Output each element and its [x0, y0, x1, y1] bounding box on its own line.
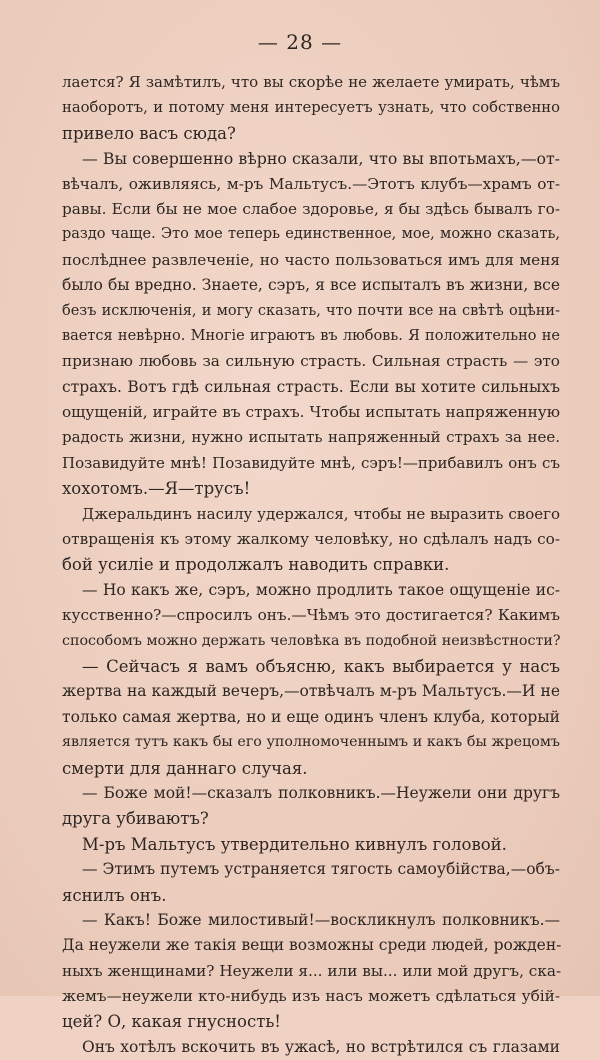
text-line: бой усиліе и продолжалъ наводить справки.	[62, 555, 450, 575]
text-line: Позавидуйте мнѣ! Позавидуйте мнѣ, сэръ!—прибавилъ онъ съ	[62, 453, 560, 472]
text-line: — Но какъ же, сэръ, можно продлить такое ощущеніе ис-	[82, 580, 560, 599]
text-line: — Этимъ путемъ устраняется тягость самоубійства,—объ-	[82, 860, 560, 879]
text-line: наоборотъ, и потому меня интересуетъ узнать, что собственно	[62, 99, 560, 117]
text-line: привело васъ сюда?	[62, 123, 236, 143]
text-line: — Сейчасъ я вамъ объясню, какъ выбирается у насъ	[82, 656, 560, 676]
text-line: способомъ можно держать человѣка въ подобной неизвѣстности?	[62, 632, 561, 649]
text-line: безъ исключенія, и могу сказать, что почти все на свѣтѣ оцѣни-	[62, 302, 560, 319]
text-line: послѣднее развлеченіе, но часто пользоваться имъ для меня	[62, 250, 560, 269]
text-line: жемъ—неужели кто-нибудь изъ насъ можетъ сдѣлаться убій-	[62, 987, 560, 1006]
page-number: — 28 —	[257, 30, 343, 54]
text-line: Онъ хотѣлъ вскочить въ ужасѣ, но встрѣтился съ глазами	[82, 1037, 560, 1056]
text-line: смерти для даннаго случая.	[62, 758, 308, 778]
text-line: лается? Я замѣтилъ, что вы скорѣе не желаете умирать, чѣмъ	[62, 73, 560, 91]
text-line: ныхъ женщинами? Неужели я... или вы... или мой другъ, ска-	[62, 961, 562, 980]
text-line: является тутъ какъ бы его уполномоченнымъ и какъ бы жрецомъ	[62, 734, 560, 751]
text-line: радость жизни, нужно испытать напряженный страхъ за нее.	[62, 428, 560, 447]
text-line: друга убиваютъ?	[62, 809, 209, 829]
text-line: равы. Если бы не мое слабое здоровье, я бы здѣсь бывалъ го-	[62, 199, 560, 218]
text-line: было бы вредно. Знаете, сэръ, я все испыталъ въ жизни, все	[62, 276, 560, 295]
text-line: кусственно?—спросилъ онъ.—Чѣмъ это достигается? Какимъ	[62, 606, 560, 625]
text-line: — Вы совершенно вѣрно сказали, что вы впотьмахъ,—от-	[82, 149, 560, 169]
text-line: вѣчалъ, оживляясь, м-ръ Мальтусъ.—Этотъ клубъ—храмъ от-	[62, 174, 560, 193]
text-line: вается невѣрно. Многіе играютъ въ любовь. Я положительно не	[62, 327, 560, 344]
text-line: раздо чаще. Это мое теперь единственное, мое, можно сказать,	[62, 226, 560, 243]
text-line: признаю любовь за сильную страсть. Сильная страсть — это	[62, 352, 560, 371]
text-line: страхъ. Вотъ гдѣ сильная страсть. Если вы хотите сильныхъ	[62, 377, 560, 396]
text-line: — Какъ! Боже милостивый!—воскликнулъ полковникъ.—	[82, 910, 560, 929]
text-line: отвращенія къ этому жалкому человѣку, но сдѣлалъ надъ со-	[62, 530, 560, 549]
text-line: Джеральдинъ насилу удержался, чтобы не выразить своего	[82, 504, 560, 523]
text-line: хохотомъ.—Я—трусъ!	[62, 479, 251, 499]
text-line: — Боже мой!—сказалъ полковникъ.—Неужели они другъ	[82, 783, 560, 802]
text-line: М-ръ Мальтусъ утвердительно кивнулъ головой.	[82, 834, 507, 854]
text-line: цей? О, какая гнусность!	[62, 1012, 281, 1032]
text-line: только самая жертва, но и еще одинъ членъ клуба, который	[62, 707, 560, 726]
text-line: яснилъ онъ.	[62, 885, 167, 905]
text-line: ощущеній, играйте въ страхъ. Чтобы испытать напряженную	[62, 403, 560, 422]
text-line: Да неужели же такія вещи возможны среди людей, рожден-	[62, 936, 562, 955]
body-text	[62, 70, 560, 1060]
text-line: жертва на каждый вечеръ,—отвѣчалъ м-ръ Мальтусъ.—И не	[62, 682, 560, 701]
